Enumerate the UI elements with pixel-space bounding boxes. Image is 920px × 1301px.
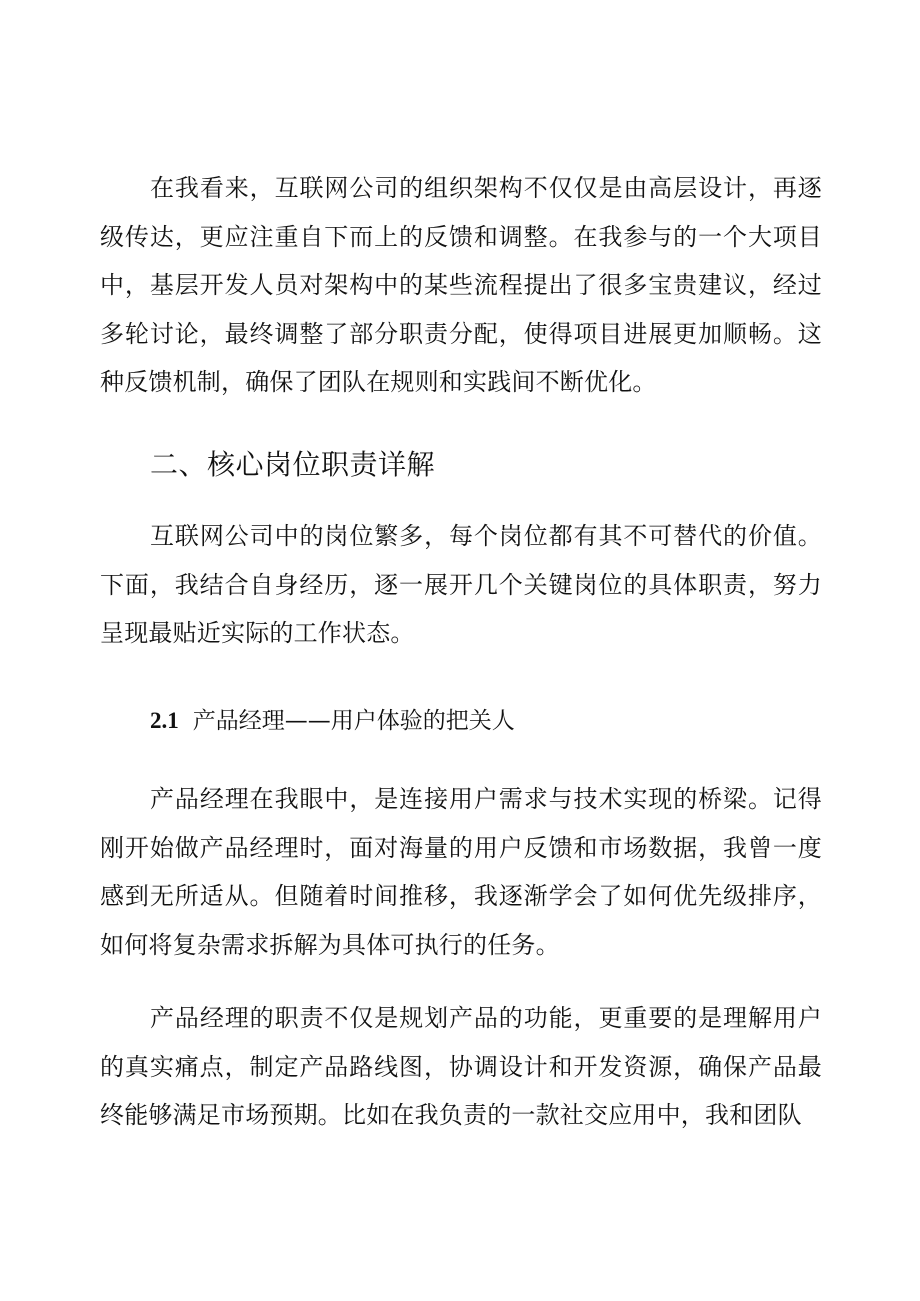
subsection-number: 2.1 bbox=[150, 708, 179, 733]
section-heading: 二、核心岗位职责详解 bbox=[150, 448, 436, 481]
paragraph-roles-intro: 互联网公司中的岗位繁多，每个岗位都有其不可替代的价值。下面，我结合自身经历，逐一展开几个关键岗位的具体职责，努力呈现最贴近实际的工作状态。 bbox=[100, 522, 822, 647]
paragraph-org-feedback: 在我看来，互联网公司的组织架构不仅仅是由高层设计，再逐级传达，更应注重自下而上的反馈和调整。在我参与的一个大项目中，基层开发人员对架构中的某些流程提出了很多宝贵建议，经过多轮讨论，最终调整了部分职责分配，使得项目进展更加顺畅。这种反馈机制，确保了团队在规则和实践间不断优化。 bbox=[100, 174, 822, 396]
paragraph-pm-duties: 产品经理的职责不仅是规划产品的功能，更重要的是理解用户的真实痛点，制定产品路线图，协调设计和开发资源，确保产品最终能够满足市场预期。比如在我负责的一款社交应用中，我和团队 bbox=[100, 1004, 822, 1129]
subsection-title: 产品经理——用户体验的把关人 bbox=[192, 708, 515, 734]
paragraph-pm-bridge: 产品经理在我眼中，是连接用户需求与技术实现的桥梁。记得刚开始做产品经理时，面对海量的用户反馈和市场数据，我曾一度感到无所适从。但随着时间推移，我逐渐学会了如何优先级排序，如何将复杂需求拆解为具体可执行的任务。 bbox=[100, 785, 822, 959]
subsection-heading bbox=[150, 701, 515, 741]
